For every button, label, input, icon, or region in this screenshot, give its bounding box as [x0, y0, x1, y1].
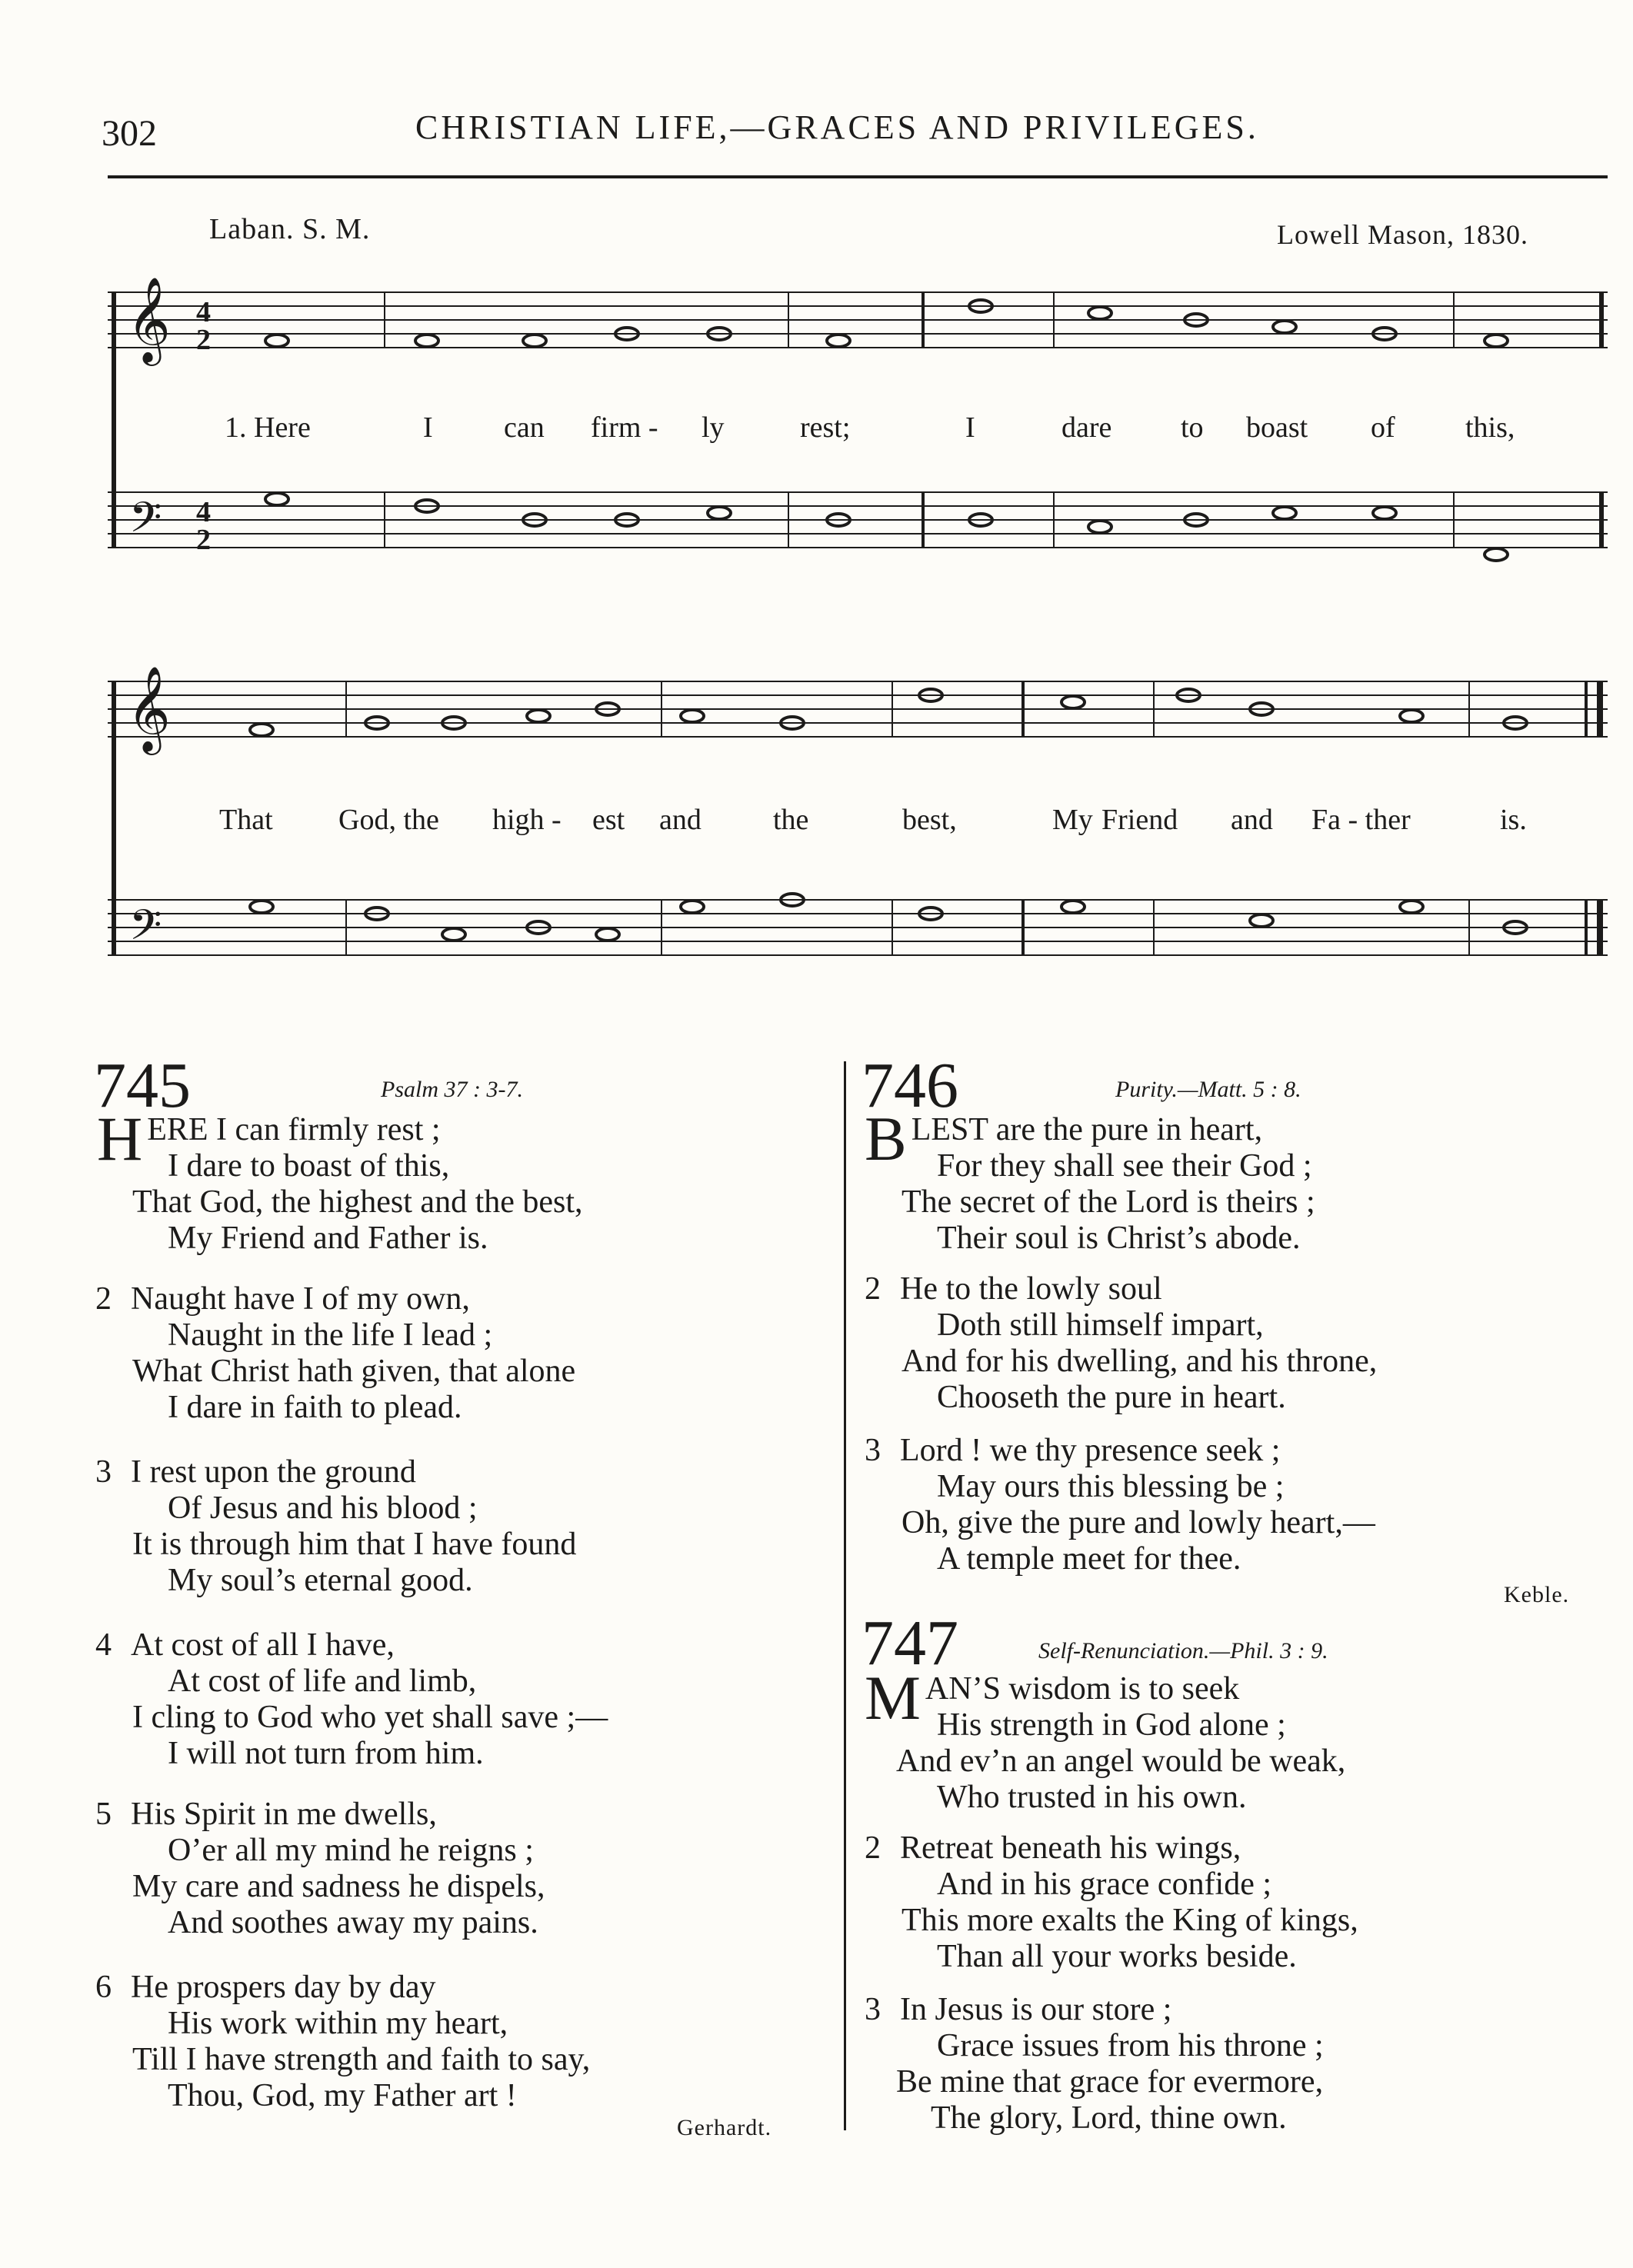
- lyric-syllable: My: [1052, 804, 1093, 836]
- lyric-syllable: est: [592, 804, 625, 836]
- verse-line: This more exalts the King of kings,: [901, 1903, 1358, 1938]
- verse-number: 2: [95, 1281, 112, 1317]
- verse-line: A temple meet for thee.: [937, 1541, 1241, 1577]
- lyric-syllable: of: [1371, 411, 1395, 444]
- verse-number: 3: [95, 1454, 112, 1490]
- verse-line: I dare to boast of this,: [168, 1148, 450, 1184]
- verse-line: Their soul is Christ’s abode.: [937, 1221, 1301, 1256]
- lyric-syllable: I: [965, 411, 975, 444]
- lyric-syllable: high -: [492, 804, 562, 836]
- lyric-syllable: this,: [1465, 411, 1515, 444]
- verse-line: It is through him that I have found: [132, 1527, 577, 1562]
- svg-text:𝄞: 𝄞: [127, 665, 171, 751]
- scripture-reference: Purity.—Matt. 5 : 8.: [1115, 1077, 1301, 1102]
- lyrics-line-2: [0, 803, 1633, 841]
- verse-line: And for his dwelling, and his throne,: [901, 1344, 1378, 1379]
- lyric-syllable: and: [1231, 804, 1273, 836]
- tune-composer: Lowell Mason, 1830.: [1277, 219, 1528, 250]
- verse-line: His strength in God alone ;: [937, 1707, 1286, 1743]
- lyric-syllable: God, the: [338, 804, 439, 836]
- verse-first-line: MAN’S wisdom is to seek: [865, 1663, 1240, 1733]
- verse-line: Chooseth the pure in heart.: [937, 1380, 1286, 1415]
- verse-number: 3: [865, 1992, 881, 2027]
- verse-first-line: HERE I can firmly rest ;: [97, 1104, 441, 1174]
- verse-line: Thou, God, my Father art !: [168, 2078, 517, 2113]
- verse-line: At cost of all I have,: [131, 1627, 395, 1663]
- running-head: CHRISTIAN LIFE,—GRACES AND PRIVILEGES.: [415, 108, 1259, 146]
- verse-line: Than all your works beside.: [937, 1939, 1297, 1974]
- verse-line: My care and sadness he dispels,: [132, 1869, 545, 1904]
- svg-text:𝄢: 𝄢: [129, 493, 162, 552]
- verse-line: May ours this blessing be ;: [937, 1469, 1285, 1504]
- lyric-syllable: to: [1181, 411, 1204, 444]
- lyric-syllable: rest;: [800, 411, 851, 444]
- lyric-syllable: That: [219, 804, 273, 836]
- verse-line: Who trusted in his own.: [937, 1780, 1247, 1815]
- lyric-syllable: can: [504, 411, 545, 444]
- verse-line: Be mine that grace for evermore,: [896, 2064, 1324, 2100]
- header-rule: [108, 175, 1608, 178]
- hymn-author: Gerhardt.: [677, 2115, 772, 2140]
- verse-line: Grace issues from his throne ;: [937, 2028, 1324, 2063]
- verse-first-line: BLEST are the pure in heart,: [865, 1104, 1263, 1174]
- verse-number: 5: [95, 1797, 112, 1832]
- verse-line: That God, the highest and the best,: [132, 1184, 583, 1220]
- lyric-syllable: best,: [902, 804, 957, 836]
- drop-cap: H: [97, 1104, 143, 1174]
- verse-number: 2: [865, 1271, 881, 1307]
- hymn-number: 746: [861, 1050, 958, 1121]
- verse-line: Doth still himself impart,: [937, 1307, 1264, 1343]
- verse-line: He prospers day by day: [131, 1970, 436, 2005]
- verse-line: And ev’n an angel would be weak,: [896, 1743, 1346, 1779]
- hymn-number: 745: [94, 1050, 191, 1121]
- lyric-syllable: is.: [1500, 804, 1527, 836]
- svg-text:4: 4: [196, 296, 211, 328]
- hymn-number: 747: [861, 1607, 958, 1679]
- verse-line: His Spirit in me dwells,: [131, 1797, 437, 1832]
- svg-text:𝄢: 𝄢: [129, 901, 162, 960]
- lyric-syllable: 1. Here: [225, 411, 311, 444]
- verse-line: My soul’s eternal good.: [168, 1563, 473, 1598]
- lyric-syllable: dare: [1061, 411, 1112, 444]
- scripture-reference: Psalm 37 : 3-7.: [381, 1077, 523, 1102]
- verse-line: Naught in the life I lead ;: [168, 1317, 493, 1353]
- verse-line: What Christ hath given, that alone: [132, 1354, 576, 1389]
- verse-line: The glory, Lord, thine own.: [931, 2100, 1287, 2136]
- verse-number: 6: [95, 1970, 112, 2005]
- lyric-syllable: Fa - ther: [1311, 804, 1411, 836]
- lyric-syllable: ly: [702, 411, 725, 444]
- verse-line: I rest upon the ground: [131, 1454, 416, 1490]
- verse-line: Of Jesus and his blood ;: [168, 1490, 478, 1526]
- tune-name: Laban. S. M.: [209, 213, 371, 245]
- lyrics-line-1: [0, 411, 1633, 449]
- verse-line: My Friend and Father is.: [168, 1221, 488, 1256]
- page-number: 302: [102, 113, 157, 154]
- verse-line: In Jesus is our store ;: [900, 1992, 1172, 2027]
- verse-line: I cling to God who yet shall save ;—: [132, 1700, 608, 1735]
- verse-line: His work within my heart,: [168, 2006, 508, 2041]
- verse-line: Naught have I of my own,: [131, 1281, 470, 1317]
- lyric-syllable: I: [423, 411, 433, 444]
- verse-line: He to the lowly soul: [900, 1271, 1162, 1307]
- verse-number: 2: [865, 1830, 881, 1866]
- verse-line: I will not turn from him.: [168, 1736, 484, 1771]
- lyric-syllable: the: [773, 804, 809, 836]
- verse-line: At cost of life and limb,: [168, 1664, 477, 1699]
- lyric-syllable: firm -: [591, 411, 658, 444]
- svg-text:2: 2: [196, 524, 211, 556]
- verse-line: Oh, give the pure and lowly heart,—: [901, 1505, 1375, 1540]
- verse-line: O’er all my mind he reigns ;: [168, 1833, 534, 1868]
- lyric-syllable: Friend: [1101, 804, 1178, 836]
- lyric-syllable: boast: [1246, 411, 1308, 444]
- svg-text:2: 2: [196, 324, 211, 356]
- verse-line: And soothes away my pains.: [168, 1905, 538, 1940]
- verse-number: 3: [865, 1433, 881, 1468]
- svg-text:4: 4: [196, 496, 211, 528]
- column-divider: [844, 1061, 846, 2130]
- drop-cap: M: [865, 1663, 921, 1733]
- verse-number: 4: [95, 1627, 112, 1663]
- verse-line: I dare in faith to plead.: [168, 1390, 462, 1425]
- verse-line: Lord ! we thy presence seek ;: [900, 1433, 1281, 1468]
- verse-line: Retreat beneath his wings,: [900, 1830, 1241, 1866]
- lyric-syllable: and: [659, 804, 702, 836]
- verse-line: And in his grace confide ;: [937, 1867, 1272, 1902]
- verse-line: The secret of the Lord is theirs ;: [901, 1184, 1315, 1220]
- verse-line: Till I have strength and faith to say,: [132, 2042, 591, 2077]
- scripture-reference: Self-Renunciation.—Phil. 3 : 9.: [1038, 1638, 1328, 1664]
- svg-text:𝄞: 𝄞: [127, 276, 171, 362]
- hymn-author: Keble.: [1504, 1582, 1570, 1607]
- drop-cap: B: [865, 1104, 907, 1174]
- verse-line: For they shall see their God ;: [937, 1148, 1312, 1184]
